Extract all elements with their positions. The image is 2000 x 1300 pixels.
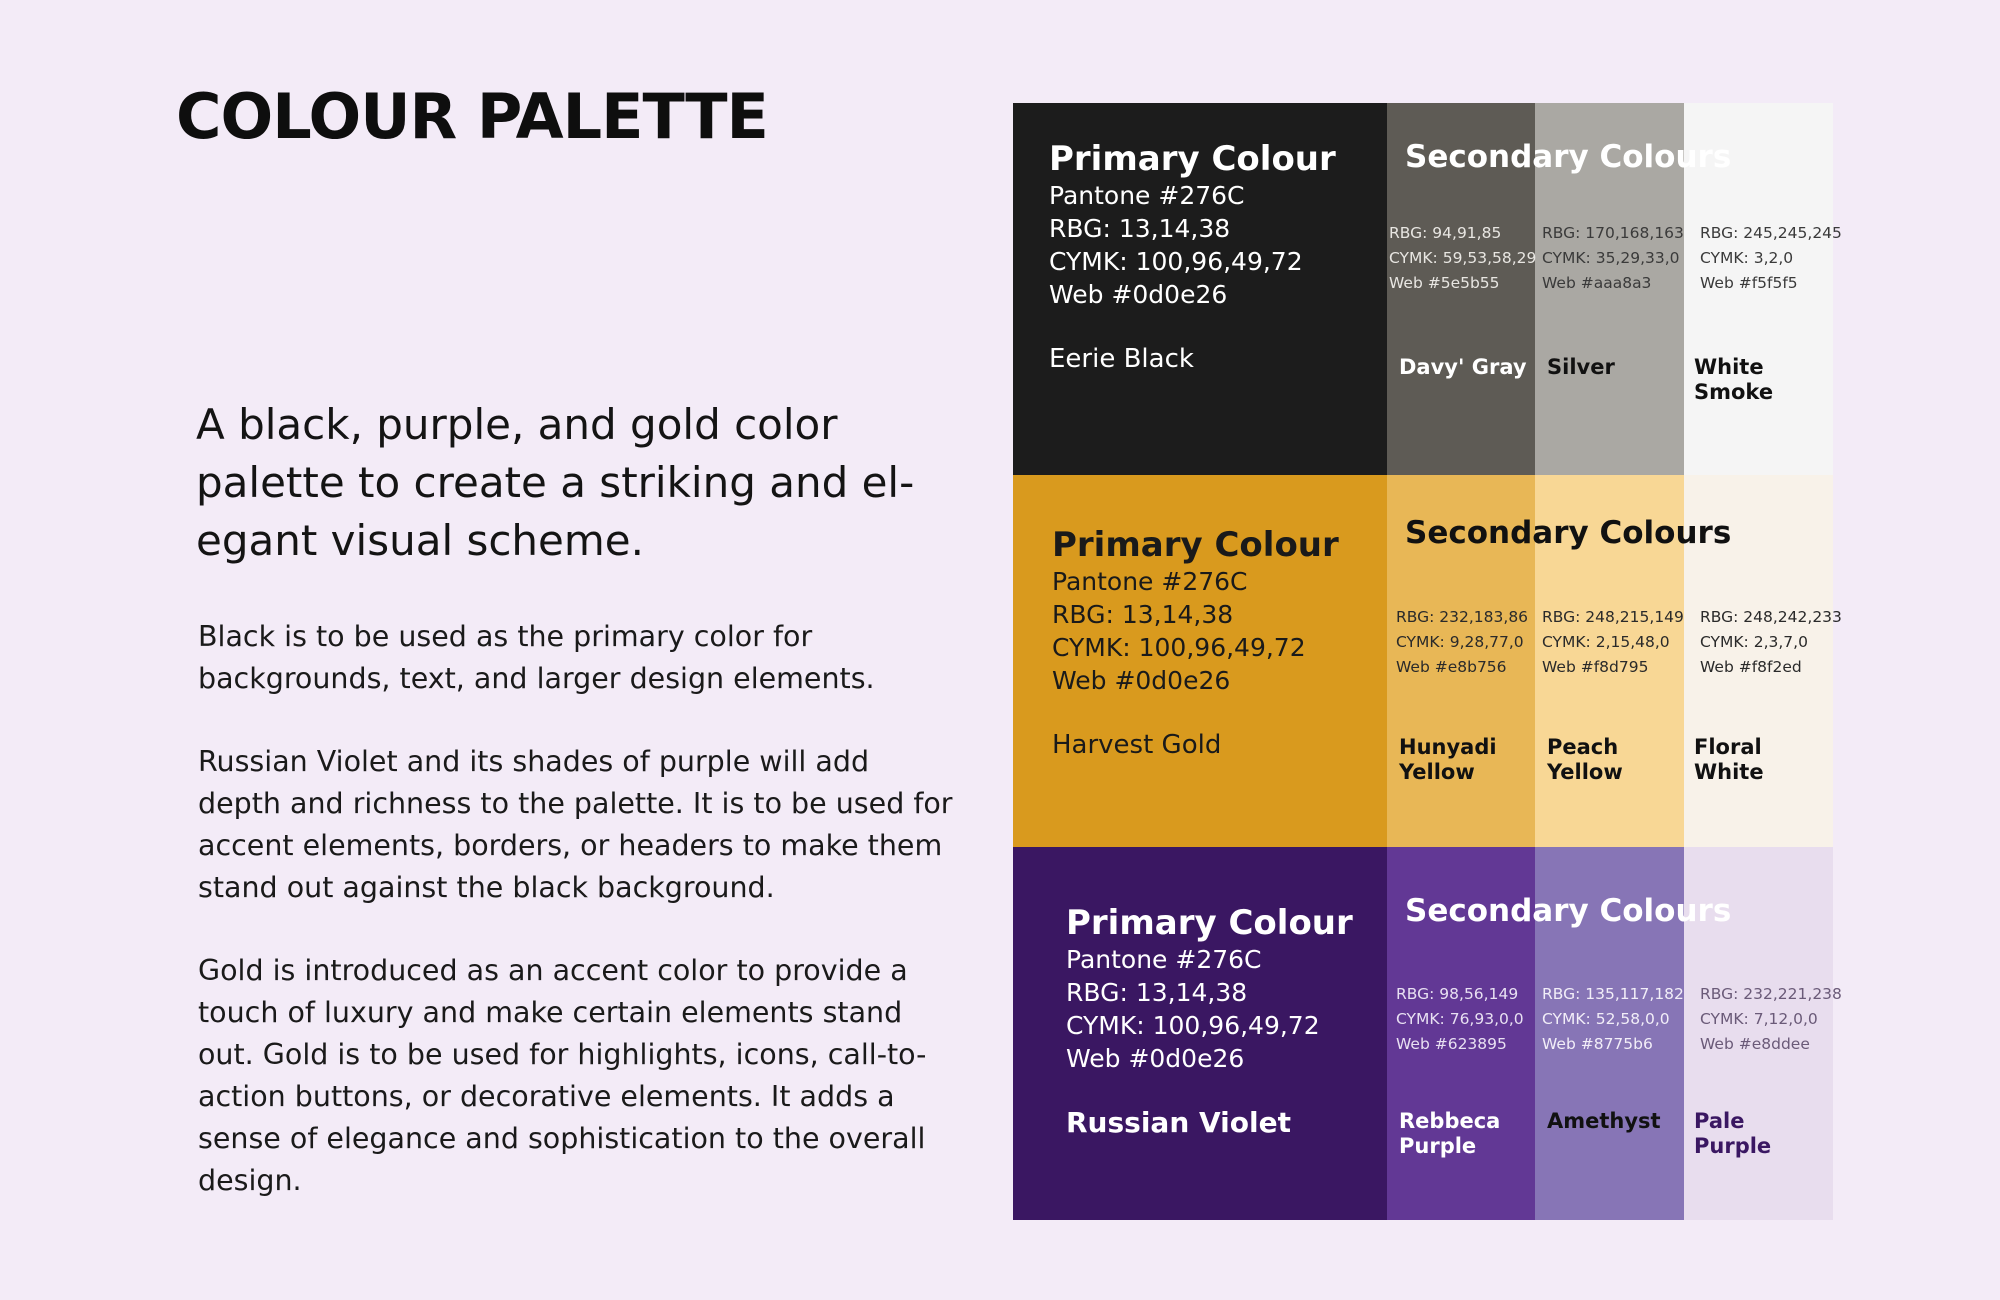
secondary-specs [1700, 605, 1850, 680]
palette-row-black [1013, 103, 1842, 475]
secondary-rgb: RBG: 135,117,182 [1542, 985, 1684, 1003]
primary-rgb: RBG: 13,14,38 [1066, 978, 1248, 1007]
palette-row-violet [1013, 847, 1842, 1220]
secondary-web: Web #623895 [1396, 1035, 1507, 1053]
secondary-web: Web #aaa8a3 [1542, 274, 1652, 292]
secondary-rgb: RBG: 98,56,149 [1396, 985, 1519, 1003]
secondary-web: Web #8775b6 [1542, 1035, 1653, 1053]
secondary-cmyk: CYMK: 3,2,0 [1700, 249, 1794, 267]
primary-rgb: RBG: 13,14,38 [1049, 214, 1231, 243]
secondary-rgb: RBG: 170,168,163 [1542, 224, 1684, 242]
primary-swatch [1013, 475, 1387, 847]
secondary-cmyk: CYMK: 2,3,7,0 [1700, 633, 1808, 651]
secondary-specs [1389, 221, 1539, 296]
primary-heading: Primary Colour [1066, 903, 1353, 943]
primary-cmyk: CYMK: 100,96,49,72 [1049, 247, 1303, 276]
secondary-specs [1542, 982, 1692, 1057]
primary-pantone: Pantone #276C [1052, 567, 1248, 596]
secondary-specs [1700, 982, 1850, 1057]
secondary-name: Floral White [1694, 735, 1764, 784]
secondary-specs [1700, 221, 1850, 296]
primary-swatch [1013, 103, 1387, 475]
primary-cmyk: CYMK: 100,96,49,72 [1066, 1011, 1320, 1040]
secondary-name: Hunyadi Yellow [1399, 735, 1497, 784]
secondary-cmyk: CYMK: 7,12,0,0 [1700, 1010, 1818, 1028]
secondary-cmyk: CYMK: 9,28,77,0 [1396, 633, 1524, 651]
secondary-rgb: RBG: 232,183,86 [1396, 608, 1529, 626]
description-body [198, 616, 958, 1243]
secondary-rgb: RBG: 94,91,85 [1389, 224, 1502, 242]
primary-web: Web #0d0e26 [1066, 1044, 1245, 1073]
secondary-name: White Smoke [1694, 355, 1774, 404]
secondary-specs [1396, 982, 1546, 1057]
primary-web: Web #0d0e26 [1052, 666, 1231, 695]
secondary-cmyk: CYMK: 52,58,0,0 [1542, 1010, 1670, 1028]
secondary-name: Silver [1547, 355, 1615, 379]
secondary-web: Web #e8b756 [1396, 658, 1507, 676]
secondary-web: Web #f5f5f5 [1700, 274, 1798, 292]
primary-rgb: RBG: 13,14,38 [1052, 600, 1234, 629]
secondary-web: Web #5e5b55 [1389, 274, 1500, 292]
secondary-cmyk: CYMK: 59,53,58,29 [1389, 249, 1537, 267]
paragraph-violet: Russian Violet and its shades of purple will add depth and richness to the palette. It is to be used for accent elements, borders, or headers to make them stand out against the black background. [198, 745, 953, 904]
primary-swatch [1013, 847, 1387, 1220]
secondary-title: Secondary Colours [1405, 515, 1732, 551]
secondary-name: Pale Purple [1694, 1109, 1772, 1158]
palette-grid [1013, 103, 1842, 1220]
paragraph-black: Black is to be used as the primary color for backgrounds, text, and larger design elements. [198, 620, 875, 695]
secondary-web: Web #f8d795 [1542, 658, 1649, 676]
secondary-cmyk: CYMK: 2,15,48,0 [1542, 633, 1670, 651]
secondary-rgb: RBG: 245,245,245 [1700, 224, 1842, 242]
primary-name: Russian Violet [1066, 1106, 1291, 1139]
secondary-name: Peach Yellow [1547, 735, 1623, 784]
primary-cmyk: CYMK: 100,96,49,72 [1052, 633, 1306, 662]
secondary-cmyk: CYMK: 76,93,0,0 [1396, 1010, 1524, 1028]
secondary-rgb: RBG: 232,221,238 [1700, 985, 1842, 1003]
page-title: COLOUR PALETTE [176, 80, 768, 153]
paragraph-gold: Gold is introduced as an accent color to provide a touch of luxury and make certain elements stand out. Gold is to be used for highlights, icons, call-to-action buttons, or decorative elements. It adds a sense of elegance and sophistication to the overall design. [198, 954, 927, 1197]
secondary-title: Secondary Colours [1405, 139, 1732, 175]
secondary-name: Davy' Gray [1399, 355, 1527, 379]
secondary-specs [1396, 605, 1546, 680]
secondary-specs [1542, 605, 1692, 680]
secondary-cmyk: CYMK: 35,29,33,0 [1542, 249, 1680, 267]
secondary-web: Web #e8ddee [1700, 1035, 1810, 1053]
primary-heading: Primary Colour [1049, 139, 1336, 179]
secondary-specs [1542, 221, 1692, 296]
primary-pantone: Pantone #276C [1066, 945, 1262, 974]
primary-heading: Primary Colour [1052, 525, 1339, 565]
secondary-name: Amethyst [1547, 1109, 1661, 1133]
secondary-name: Rebbeca Purple [1399, 1109, 1501, 1158]
primary-name: Eerie Black [1049, 344, 1194, 374]
secondary-rgb: RBG: 248,215,149 [1542, 608, 1684, 626]
primary-name: Harvest Gold [1052, 730, 1222, 760]
primary-web: Web #0d0e26 [1049, 280, 1228, 309]
secondary-web: Web #f8f2ed [1700, 658, 1802, 676]
secondary-title: Secondary Colours [1405, 893, 1732, 929]
secondary-rgb: RBG: 248,242,233 [1700, 608, 1842, 626]
palette-row-gold [1013, 475, 1842, 847]
primary-pantone: Pantone #276C [1049, 181, 1245, 210]
intro-text: A black, purple, and gold color palette to create a striking and el-egant visual scheme. [196, 400, 915, 565]
